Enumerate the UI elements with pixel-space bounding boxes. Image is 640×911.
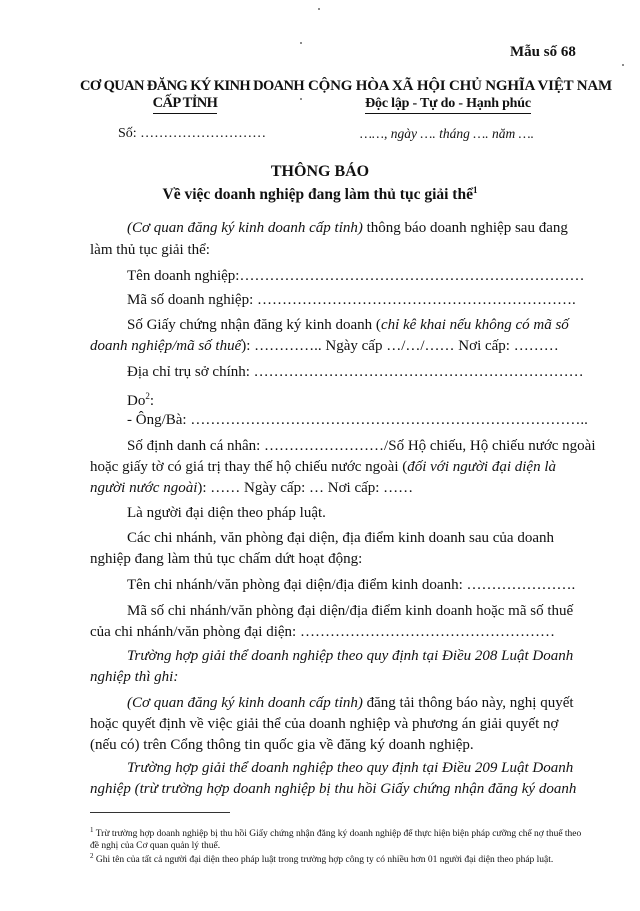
footnote-ref-1: 1 (472, 185, 478, 195)
id-field: Số định danh cá nhân: ……………………/Số Hộ chiếu, Hộ chiếu nước ngoài (127, 438, 596, 454)
document-title: THÔNG BÁO (270, 163, 370, 180)
by-line (90, 386, 590, 411)
footnote-ref-2: 2 (145, 391, 150, 401)
case-209-line-1 (90, 758, 590, 778)
branch-name-field: Tên chi nhánh/văn phòng đại diện/địa điểm kinh doanh: …………………. (127, 577, 576, 593)
id-line-3 (90, 478, 590, 498)
branches-line-2: nghiệp đang làm thủ tục chấm dứt hoạt động: (90, 551, 363, 567)
legal-rep-text: Là người đại diện theo pháp luật. (127, 505, 326, 521)
agency-line-1: CƠ QUAN ĐĂNG KÝ KINH DOANH (80, 78, 305, 94)
subtitle-text: Về việc doanh nghiệp đang làm thủ tục giải thể (162, 186, 473, 204)
footnote-separator (90, 812, 230, 813)
id-note: đối với người đại diện là (407, 459, 556, 475)
company-code-field: Mã số doanh nghiệp: ………………………………………………………. (127, 292, 576, 308)
case-208-text: Trường hợp giải thể doanh nghiệp theo quy định tại Điều 208 Luật Doanh (127, 648, 574, 664)
by-colon: : (149, 393, 155, 409)
scan-speck (622, 64, 624, 66)
intro-line-2: làm thủ tục giải thể: (90, 242, 210, 258)
address-field: Địa chỉ trụ sở chính: ………………………………………………………… (127, 364, 584, 380)
company-name-field: Tên doanh nghiệp:…………………………………………………………… (127, 268, 585, 284)
form-number: Mẫu số 68 (510, 44, 576, 60)
case-208-line-2: nghiệp thì ghi: (90, 669, 179, 685)
scan-speck (318, 8, 320, 10)
intro-paragraph (90, 218, 590, 238)
branch-code-line-2: của chi nhánh/văn phòng đại diện: …………………………………………… (90, 624, 555, 640)
certificate-fields: ): ………….. Ngày cấp …/…/…… Nơi cấp: ……… (241, 338, 559, 354)
certificate-note: chỉ kê khai nếu không có mã số (380, 317, 569, 333)
agency-line-2: CẤP TỈNH (153, 95, 218, 114)
publish-line-1 (90, 693, 590, 713)
branch-code-line-1 (90, 601, 590, 621)
footnote-2-marker: 2 (90, 852, 94, 860)
publish-line-2: hoặc quyết định về việc giải thể của doanh nghiệp và phương án giải quyết nợ (90, 716, 559, 732)
footnote-1-marker: 1 (90, 826, 94, 834)
certificate-line-1 (90, 315, 590, 335)
nation-name: CỘNG HÒA XÃ HỘI CHỦ NGHĨA VIỆT NAM (308, 78, 612, 94)
branch-name-line (90, 575, 590, 595)
scan-speck (300, 98, 302, 100)
id-text: hoặc giấy tờ có giá trị thay thế hộ chiếu nước ngoài ( (90, 459, 408, 475)
id-line-2 (90, 457, 590, 477)
branches-line-1 (90, 528, 590, 548)
publish-line-3: (nếu có) trên Cổng thông tin quốc gia về đăng ký doanh nghiệp. (90, 737, 474, 753)
company-name-line (90, 266, 590, 286)
branches-text: Các chi nhánh, văn phòng đại diện, địa điểm kinh doanh sau của doanh (127, 530, 554, 546)
agency-placeholder: (Cơ quan đăng ký kinh doanh cấp tỉnh) (127, 220, 363, 236)
nation-motto: Độc lập - Tự do - Hạnh phúc (365, 95, 531, 114)
document-subtitle (0, 185, 640, 204)
address-line (90, 362, 590, 382)
case-209-text: Trường hợp giải thể doanh nghiệp theo quy định tại Điều 209 Luật Doanh (127, 760, 574, 776)
person-line (90, 410, 590, 430)
certificate-line-2 (90, 336, 590, 356)
publish-agency: (Cơ quan đăng ký kinh doanh cấp tỉnh) (127, 695, 363, 711)
publish-text: đăng tải thông báo này, nghị quyết (362, 695, 574, 711)
case-208-line-1 (90, 646, 590, 666)
issuing-agency (80, 78, 305, 114)
footnote-1 (90, 824, 590, 852)
document-date: ……, ngày …. tháng …. năm …. (360, 126, 535, 141)
footnote-2 (90, 850, 590, 866)
company-code-line (90, 290, 590, 310)
id-issue-fields: ): …… Ngày cấp: … Nơi cấp: …… (197, 480, 414, 496)
person-field: - Ông/Bà: …………………………………………………………………….. (127, 412, 588, 428)
footnote-2-text: Ghi tên của tất cả người đại diện theo pháp luật trong trường hợp công ty có nhiều hơn 01 người đại diện theo pháp luật. (93, 855, 554, 866)
id-note-2: người nước ngoài (90, 480, 198, 496)
intro-text: thông báo doanh nghiệp sau đang (362, 220, 568, 236)
id-line-1 (90, 436, 596, 456)
certificate-label: Số Giấy chứng nhận đăng ký kinh doanh ( (127, 317, 381, 333)
certificate-note-2: doanh nghiệp/mã số thuế (90, 338, 242, 354)
legal-rep-line (90, 503, 590, 523)
footnote-1-text: Trừ trường hợp doanh nghiệp bị thu hồi Giấy chứng nhận đăng ký doanh nghiệp để thực hiện biện pháp cưỡng chế nợ thuế theo đề nghị của Cơ quan quản lý thuế. (90, 829, 582, 852)
scan-speck (300, 42, 302, 44)
document-number: Số: ……………………… (118, 126, 267, 141)
branch-code-text: Mã số chi nhánh/văn phòng đại diện/địa điểm kinh doanh hoặc mã số thuế (127, 603, 574, 619)
case-209-line-2: nghiệp (trừ trường hợp doanh nghiệp bị thu hồi Giấy chứng nhận đăng ký doanh (90, 781, 577, 797)
national-motto (308, 78, 612, 114)
by-label: Do (127, 393, 146, 409)
